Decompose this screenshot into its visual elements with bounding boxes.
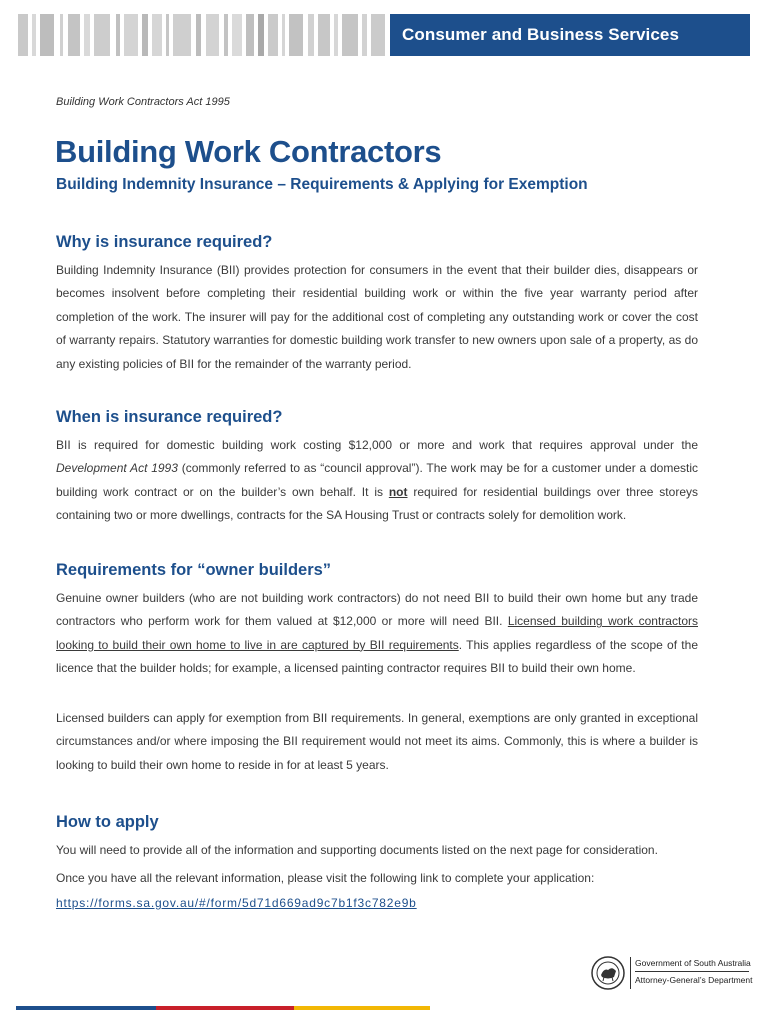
government-logo <box>590 955 753 995</box>
paragraph-apply-link-intro: Once you have all the relevant information, please visit the following link to complete your application: <box>56 871 595 885</box>
page-title: Building Work Contractors <box>55 134 442 169</box>
paragraph-apply-documents: You will need to provide all of the information and supporting documents listed on the next page for consideration. <box>56 843 658 857</box>
footer-color-bar <box>16 1006 430 1010</box>
act-reference: Development Act 1993 <box>56 461 178 476</box>
paragraph-owner-builders: Genuine owner builders (who are not building work contractors) do not need BII to build their own home but any trade contractors who perform work for them valued at $12,000 or more will need BII. Licensed building work contractors looking to build their own home to live in are captured by BII requirements. This applies regardless of the scope of the licence that the builder holds; for example, a licensed painting contractor requires BII to build their own home. <box>56 591 698 676</box>
underlined-requirement: Licensed building work contractors looking to build their own home to live in are captured by BII requirements <box>56 614 698 652</box>
sa-government-crest-icon <box>590 955 626 991</box>
application-form-link[interactable]: https://forms.sa.gov.au/#/form/5d71d669ad9c7b1f3c782e9b <box>56 896 417 910</box>
department-name: Attorney-General’s Department <box>635 975 753 985</box>
page-header <box>0 14 750 56</box>
heading-when-insurance: When is insurance required? <box>56 408 283 426</box>
heading-why-insurance: Why is insurance required? <box>56 233 273 251</box>
paragraph-why-insurance: Building Indemnity Insurance (BII) provides protection for consumers in the event that their builder dies, disappears or becomes insolvent before completing their residential building work or within the five year warranty period after completion of the work. The insurer will pay for the additional cost of completing any outstanding work or cover the cost of warranty repairs. Statutory warranties for domestic building work transfer to new owners upon sale of a property, as do any existing policies of BII for the remainder of the warranty period. <box>56 263 698 371</box>
header-stripe-pattern <box>0 14 392 56</box>
paragraph-exemption: Licensed builders can apply for exemption from BII requirements. In general, exemptions are only granted in exceptional circumstances and/or where imposing the BII requirement would not meet its aims. Commonly, this is where a builder is looking to build their own home to reside in for at least 5 years. <box>56 711 698 772</box>
gov-name: Government of South Australia <box>635 958 751 968</box>
act-title: Building Work Contractors Act 1995 <box>56 96 230 108</box>
brand-name: Consumer and Business Services <box>402 25 680 44</box>
brand-banner <box>390 14 750 56</box>
emphasis-not: not <box>388 484 408 499</box>
paragraph-when-insurance: BII is required for domestic building work costing $12,000 or more and work that requires approval under the Development Act 1993 (commonly referred to as “council approval”). The work may be for a customer under a domestic building work contract or on the builder’s own behalf. It is not required for residential buildings over three storeys containing two or more dwellings, contracts for the SA Housing Trust or contracts solely for demolition work. <box>56 438 698 523</box>
page-subtitle: Building Indemnity Insurance – Requirements & Applying for Exemption <box>56 176 588 193</box>
heading-owner-builders: Requirements for “owner builders” <box>56 561 332 579</box>
heading-how-to-apply: How to apply <box>56 813 159 831</box>
